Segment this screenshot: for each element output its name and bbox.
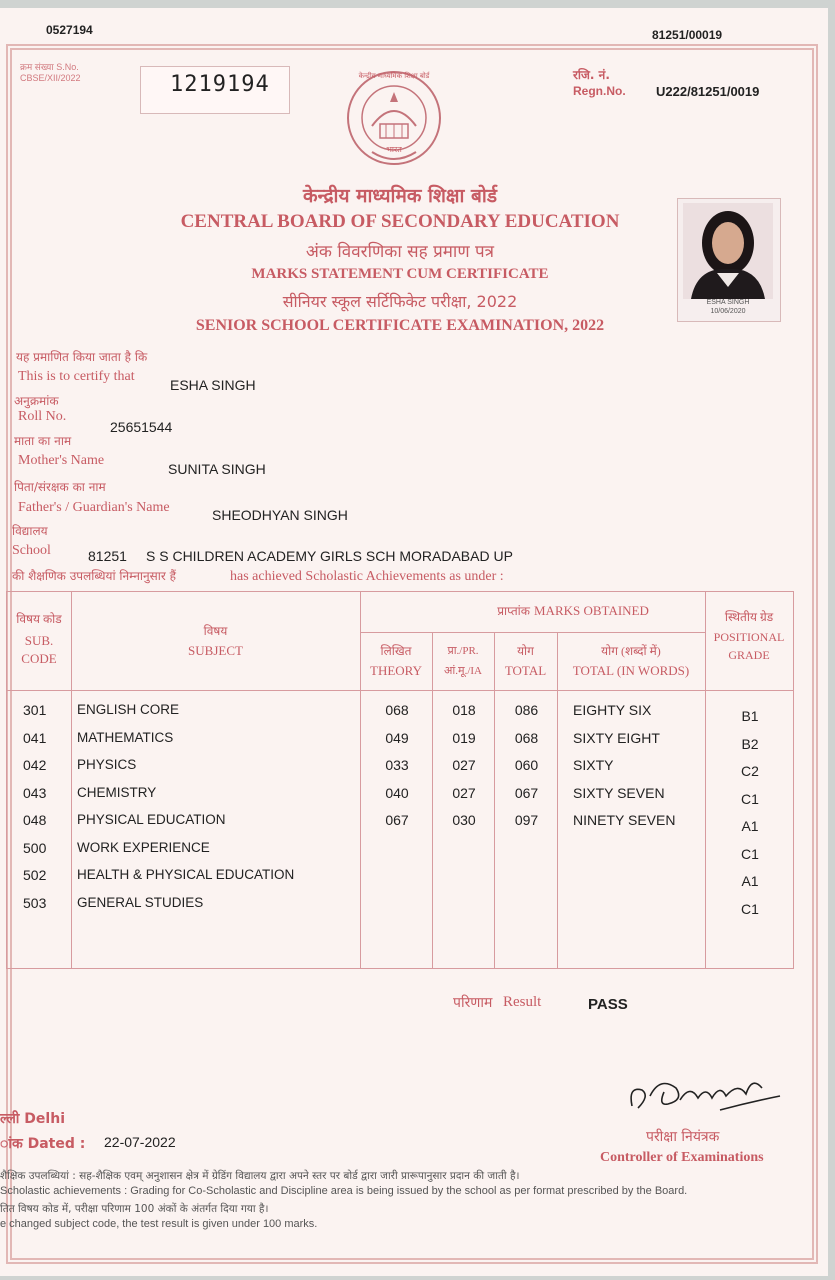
cell-total: 086 — [514, 702, 539, 718]
exam-title-en: SENIOR SCHOOL CERTIFICATE EXAMINATION, 2022 — [195, 317, 605, 334]
doc-title-en: MARKS STATEMENT CUM CERTIFICATE — [251, 266, 549, 282]
photo-caption-name: ESHA SINGH — [706, 299, 750, 306]
cell-name: GENERAL STUDIES — [77, 894, 204, 910]
cell-theory: 049 — [385, 729, 409, 746]
cell-words: SIXTY SEVEN — [573, 784, 665, 801]
father-name: SHEODHYAN SINGH — [212, 507, 348, 523]
cell-grade: B1 — [741, 708, 759, 724]
board-title-hi: केन्द्रीय माध्यमिक शिक्षा बोर्ड — [303, 185, 497, 207]
cell-grade: C1 — [741, 845, 759, 862]
emblem-top-text: केन्द्रीय माध्यमिक शिक्षा बोर्ड — [358, 72, 430, 80]
doc-title-hi: अंक विवरणिका सह प्रमाण पत्र — [305, 242, 495, 262]
theory-header-en: THEORY — [370, 663, 422, 678]
right-serial: 81251/00019 — [652, 28, 723, 42]
total-header-hi: योग — [517, 644, 534, 658]
cell-code: 500 — [23, 839, 47, 856]
mother-name: SUNITA SINGH — [168, 461, 266, 477]
roll-label-en: Roll No. — [18, 409, 67, 424]
cell-name: HEALTH & PHYSICAL EDUCATION — [77, 867, 295, 882]
date-value: 22-07-2022 — [104, 1134, 176, 1150]
achieved-label-en: has achieved Scholastic Achievements as under : — [230, 569, 504, 584]
subject-header-en: SUBJECT — [188, 643, 243, 658]
result-label-en: Result — [503, 994, 542, 1010]
cell-words: SIXTY — [573, 757, 614, 773]
place: ल्ली Delhi — [0, 1111, 65, 1127]
cert-no: 1219194 — [170, 72, 270, 97]
note1-hi: शैक्षिक उपलब्धियां : सह-शैक्षिक एवम् अनुशासन क्षेत्र में ग्रेडिंग विद्यालय द्वारा अपने स्तर पर बोर्ड द्वारा जारी प्रारूपानुसार प्रदान की जाती है। — [0, 1170, 520, 1182]
achieved-label-hi: की शैक्षणिक उपलब्धियां निम्नानुसार हैं — [12, 569, 176, 583]
cell-grade: C1 — [741, 900, 759, 917]
cell-code: 042 — [23, 757, 47, 773]
left-serial: 0527194 — [46, 23, 93, 37]
pr-header-hi: प्रा./PR. — [447, 645, 479, 657]
cell-code: 041 — [23, 729, 47, 746]
certify-label-hi: यह प्रमाणित किया जाता है कि — [16, 350, 148, 364]
cell-name: ENGLISH CORE — [77, 702, 180, 717]
theory-header-hi: लिखित — [380, 644, 412, 658]
cell-code: 048 — [23, 812, 47, 828]
regn-label-hi: रजि. नं. — [573, 68, 610, 82]
cell-total: 067 — [514, 784, 539, 801]
grade-header-en1: POSITIONAL — [713, 630, 785, 644]
controller-title-en: Controller of Examinations — [600, 1150, 764, 1165]
cell-words: EIGHTY SIX — [573, 702, 652, 718]
student-photo — [683, 203, 773, 299]
cell-code: 043 — [23, 784, 47, 801]
cert-no-label: क्रम संख्या S.No. CBSE/XII/2022 — [20, 62, 81, 83]
cell-grade: A1 — [741, 873, 759, 889]
cell-pr: 030 — [452, 812, 476, 828]
father-label-en: Father's / Guardian's Name — [18, 500, 170, 515]
cell-name: WORK EXPERIENCE — [77, 839, 210, 855]
cell-name: MATHEMATICS — [77, 729, 174, 745]
roll-no: 25651544 — [110, 419, 173, 435]
cell-theory: 067 — [385, 812, 409, 828]
dated-label: ांक Dated : — [0, 1136, 86, 1152]
cell-code: 502 — [23, 867, 47, 883]
note2-hi: तित विषय कोड में, परीक्षा परिणाम 100 अंकों के अंतर्गत दिया गया है। — [0, 1203, 269, 1215]
note1-en: Scholastic achievements : Grading for Co-Scholastic and Discipline area is being issued by the school as per format prescribed by the Board. — [0, 1185, 688, 1197]
cell-grade: C1 — [741, 790, 759, 807]
cell-theory: 068 — [385, 702, 409, 718]
father-label-hi: पिता/संरक्षक का नाम — [14, 480, 106, 494]
student-name: ESHA SINGH — [170, 377, 256, 393]
sub-code-header-en2: CODE — [21, 651, 57, 666]
cell-grade: C2 — [741, 763, 759, 779]
result-label-hi: परिणाम — [453, 995, 493, 1011]
cbse-emblem-icon — [342, 66, 446, 178]
marks-header-en: MARKS OBTAINED — [534, 603, 649, 618]
roll-label-hi: अनुक्रमांक — [14, 394, 59, 408]
regn-label-en: Regn.No. — [573, 84, 626, 98]
mother-label-hi: माता का नाम — [14, 434, 72, 448]
cell-theory: 033 — [385, 757, 409, 773]
cell-pr: 018 — [452, 702, 476, 718]
emblem-bottom-text: भारत — [386, 145, 402, 154]
cell-theory: 040 — [385, 784, 409, 801]
cell-total: 060 — [514, 757, 539, 773]
words-header-hi: योग (शब्दों में) — [601, 644, 661, 658]
result-value: PASS — [588, 996, 628, 1013]
controller-title-hi: परीक्षा नियंत्रक — [646, 1129, 720, 1145]
cell-words: NINETY SEVEN — [573, 812, 676, 828]
sub-code-header-hi: विषय कोड — [16, 612, 62, 626]
controller-signature — [620, 1066, 790, 1136]
cell-grade: B2 — [741, 735, 759, 752]
mother-label-en: Mother's Name — [18, 453, 105, 468]
school-label-en: School — [12, 543, 51, 558]
cell-name: CHEMISTRY — [77, 784, 157, 800]
subject-header-hi: विषय — [203, 624, 228, 638]
cell-grade: A1 — [741, 818, 759, 834]
cell-total: 068 — [514, 729, 539, 746]
school-name: S S CHILDREN ACADEMY GIRLS SCH MORADABAD UP — [146, 548, 513, 564]
marks-table — [6, 591, 794, 969]
words-header-en: TOTAL (IN WORDS) — [572, 663, 690, 678]
marks-header-hi: प्राप्तांक — [497, 604, 530, 618]
certificate-paper — [0, 8, 828, 1276]
cell-pr: 019 — [452, 729, 476, 746]
pr-header-en: आं.मू./IA — [444, 665, 482, 677]
photo-caption-date: 10/06/2020 — [710, 308, 746, 315]
sub-code-header-en1: SUB. — [24, 633, 54, 648]
cell-pr: 027 — [452, 784, 476, 801]
cell-pr: 027 — [452, 757, 476, 773]
school-label-hi: विद्यालय — [12, 524, 48, 538]
cell-name: PHYSICS — [77, 757, 137, 772]
regn-no: U222/81251/0019 — [656, 84, 760, 99]
school-code: 81251 — [88, 548, 127, 564]
cell-code: 301 — [23, 702, 47, 718]
cell-code: 503 — [23, 894, 47, 911]
cell-name: PHYSICAL EDUCATION — [77, 812, 226, 827]
total-header-en: TOTAL — [504, 663, 547, 678]
grade-header-hi: स्थितीय ग्रेड — [724, 610, 774, 624]
exam-title-hi: सीनियर स्कूल सर्टिफिकेट परीक्षा, 2022 — [282, 292, 518, 311]
cell-words: SIXTY EIGHT — [573, 729, 660, 746]
board-title-en: CENTRAL BOARD OF SECONDARY EDUCATION — [180, 211, 620, 232]
note2-en: e changed subject code, the test result is given under 100 marks. — [0, 1218, 318, 1230]
certify-label-en: This is to certify that — [18, 369, 135, 384]
cell-total: 097 — [514, 812, 539, 828]
grade-header-en2: GRADE — [728, 648, 770, 662]
